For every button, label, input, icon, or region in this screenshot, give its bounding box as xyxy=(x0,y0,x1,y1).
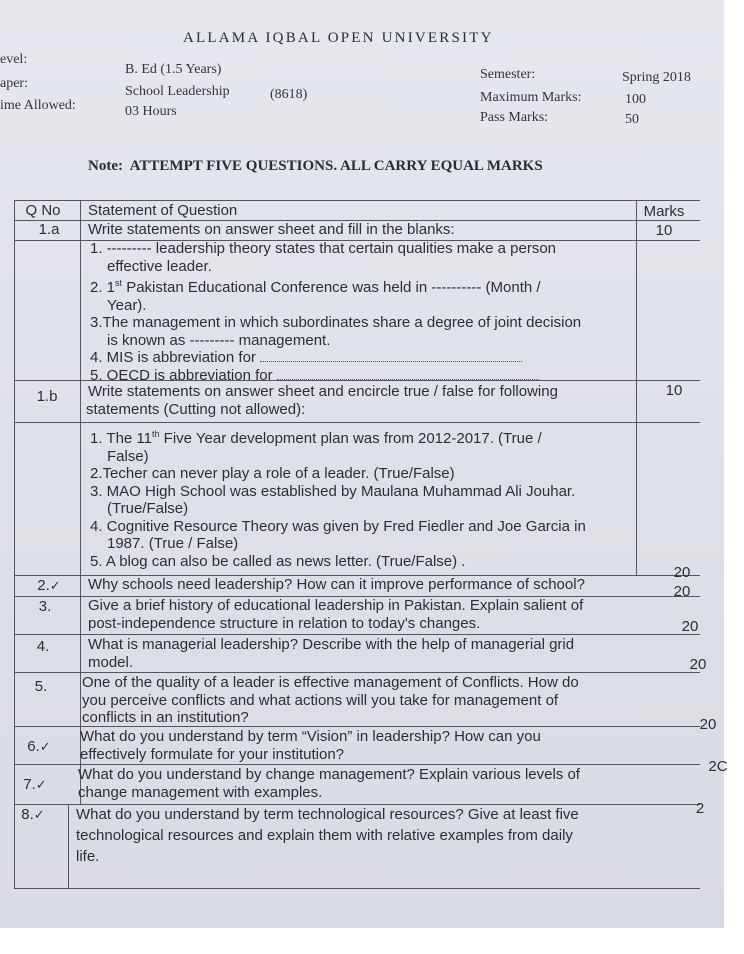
question-statement: Write statements on answer sheet and fill in the blanks: xyxy=(88,221,455,238)
question-number: 7.✓ xyxy=(23,776,47,793)
fill-in-blanks-list xyxy=(90,240,635,384)
university-title: ALLAMA IQBAL OPEN UNIVERSITY xyxy=(183,30,494,46)
list-item-continued: False) xyxy=(107,447,149,465)
exam-note xyxy=(88,158,543,175)
list-item-continued: is known as --------- management. xyxy=(107,331,331,349)
check-mark-icon: ✓ xyxy=(33,807,45,822)
question-number: 1.b xyxy=(36,388,58,405)
list-item: 3. MAO High School was established by Maulana Muhammad Ali Jouhar. xyxy=(90,482,576,500)
note-text: ATTEMPT FIVE QUESTIONS. ALL CARRY EQUAL MARKS xyxy=(129,158,543,174)
max-marks-value: 100 xyxy=(625,92,646,107)
semester-value: Spring 2018 xyxy=(622,70,691,85)
question-statement: What is managerial leadership? Describe with the help of managerial grid model. xyxy=(88,636,575,671)
question-statement: What do you understand by change management? Explain various levels of change management with examples. xyxy=(78,766,580,801)
question-marks: 10 xyxy=(665,382,683,399)
question-number: 8.✓ xyxy=(21,806,45,823)
list-item: 4. MIS is abbreviation for xyxy=(90,349,635,367)
question-number: 4. xyxy=(36,638,50,655)
pass-marks-value: 50 xyxy=(625,112,639,127)
list-item: 5. OECD is abbreviation for xyxy=(90,367,635,385)
question-statement: Give a brief history of educational leadership in Pakistan. Explain salient of post-independence structure in relation to today's changes. xyxy=(88,597,584,632)
question-number: 2.✓ xyxy=(37,577,61,594)
list-item: 2.Techer can never play a role of a leader. (True/False) xyxy=(90,465,455,482)
time-label: ime Allowed: xyxy=(0,98,76,113)
question-statement: What do you understand by term “Vision” in leadership? How can you effectively formulate for your institution? xyxy=(80,728,541,763)
paper-value: School Leadership xyxy=(125,84,230,99)
question-statement: Why schools need leadership? How can it improve performance of school? xyxy=(88,576,585,593)
question-number: 1.a xyxy=(38,221,60,238)
list-item-continued: 1987. (True / False) xyxy=(107,535,239,552)
check-mark-icon: ✓ xyxy=(35,777,47,792)
time-value: 03 Hours xyxy=(125,104,177,119)
check-mark-icon: ✓ xyxy=(39,739,51,754)
question-marks: 10 xyxy=(655,222,673,239)
column-header-marks: Marks xyxy=(643,203,685,220)
question-marks: 20 xyxy=(681,618,699,635)
check-mark-icon: ✓ xyxy=(49,578,61,593)
list-item: 2. 1st Pakistan Educational Conference was held in ---------- (Month / xyxy=(90,278,541,296)
question-marks: 20 xyxy=(673,564,691,581)
question-marks: 2 xyxy=(695,800,705,817)
question-number: 5. xyxy=(34,678,48,695)
list-item-continued: effective leader. xyxy=(107,257,212,275)
level-label: evel: xyxy=(0,52,28,67)
pass-marks-label: Pass Marks: xyxy=(480,110,549,125)
max-marks-label: Maximum Marks: xyxy=(480,90,582,105)
paper-label: aper: xyxy=(0,76,28,91)
list-item: 1. The 11th Five Year development plan was from 2012-2017. (True / xyxy=(90,429,542,447)
question-table xyxy=(0,200,728,888)
list-item-continued: Year). xyxy=(107,296,147,314)
list-item: 1. --------- leadership theory states that certain qualities make a person xyxy=(90,240,557,257)
question-number: 6.✓ xyxy=(27,738,51,755)
true-false-list xyxy=(90,426,635,570)
question-marks: 20 xyxy=(699,716,717,733)
paper-code: (8618) xyxy=(270,87,308,102)
list-item: 4. Cognitive Resource Theory was given by Fred Fiedler and Joe Garcia in xyxy=(90,517,586,535)
note-prefix: Note: xyxy=(88,158,123,174)
list-item: 5. A blog can also be called as news letter. (True/False) . xyxy=(90,552,466,570)
semester-label: Semester: xyxy=(480,67,536,82)
question-statement: Write statements on answer sheet and encircle true / false for following statements (Cutting not allowed): xyxy=(86,383,558,418)
column-header-statement: Statement of Question xyxy=(88,202,238,219)
question-statement: What do you understand by term technological resources? Give at least five technological resources and explain them with relative examples from daily life. xyxy=(76,806,579,865)
question-marks: 20 xyxy=(689,656,707,673)
question-statement: One of the quality of a leader is effective management of Conflicts. How do you perceive conflicts and what actions will you take for management of conflicts in an institution? xyxy=(82,674,579,726)
question-marks: 2C xyxy=(708,758,728,775)
list-item: 3.The management in which subordinates share a degree of joint decision xyxy=(90,314,582,331)
question-number: 3. xyxy=(38,598,52,615)
level-value: B. Ed (1.5 Years) xyxy=(125,62,222,77)
question-marks: 20 xyxy=(673,583,691,600)
list-item-continued: (True/False) xyxy=(107,500,189,517)
column-header-qno: Q No xyxy=(25,202,61,219)
